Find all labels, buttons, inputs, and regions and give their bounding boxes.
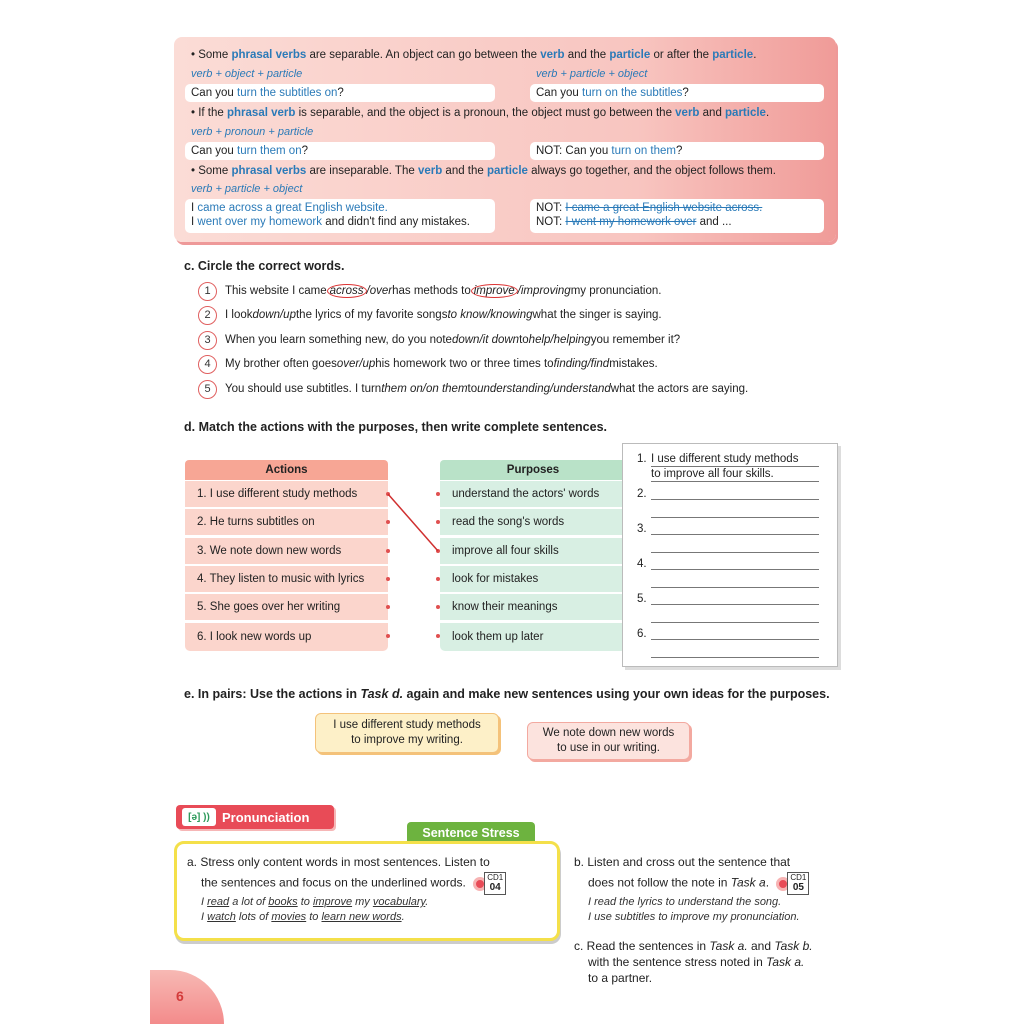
option[interactable]: down/it down <box>451 334 520 346</box>
term: particle <box>725 107 766 119</box>
text: my <box>352 896 373 908</box>
text: is separable, and the object is a pronoun, the object must go between the <box>295 107 676 119</box>
text: NOT: <box>536 202 566 214</box>
text: Task a <box>730 875 766 890</box>
text: . <box>753 49 757 61</box>
bubble-line: We note down new words <box>542 727 675 739</box>
speech-bubble-1 <box>315 713 499 753</box>
text: I <box>191 216 198 228</box>
text: my homework <box>247 216 323 228</box>
pronunciation-badge <box>176 805 334 829</box>
actions-header: Actions <box>185 460 388 480</box>
formula-2: verb + pronoun + particle <box>191 126 314 138</box>
text: . <box>425 896 429 908</box>
text: always go together, and the object follows them. <box>527 165 776 177</box>
exercise-c-5 <box>198 379 748 399</box>
text: to <box>467 383 478 395</box>
cd-label <box>484 872 506 895</box>
term: came across <box>197 202 263 214</box>
text: his homework two or three times to <box>375 358 554 370</box>
text: I look <box>225 309 253 321</box>
option[interactable]: /over <box>366 285 393 297</box>
text: again and make new sentences using your own ideas for the purposes. <box>403 687 830 701</box>
number-badge: 3 <box>198 331 217 350</box>
text: When you learn something new, do you note <box>225 334 452 346</box>
text: Task d. <box>360 687 404 701</box>
purpose-2[interactable]: read the song's words <box>440 509 626 535</box>
formula-1b: verb + particle + object <box>536 68 648 80</box>
audio-track-icon[interactable] <box>473 872 506 895</box>
stressed-word: watch <box>207 911 236 923</box>
option[interactable]: to know/knowing <box>447 309 533 321</box>
text: are separable. An object can go between the <box>306 49 541 61</box>
text: c. Read the sentences in <box>574 939 710 953</box>
cd-num: 04 <box>489 882 501 893</box>
text: my pronunciation. <box>570 285 662 297</box>
example-3a <box>185 199 495 233</box>
text: what the actors are saying. <box>610 383 749 395</box>
text: you remember it? <box>590 334 681 346</box>
match-dot[interactable] <box>436 492 440 496</box>
text: has methods to <box>392 285 471 297</box>
stressed-word: improve <box>312 896 353 908</box>
text: and <box>747 939 775 953</box>
text: mistakes. <box>609 358 658 370</box>
text: to <box>297 896 313 908</box>
answer-6-line2[interactable] <box>651 644 819 658</box>
match-dot[interactable] <box>436 549 440 553</box>
task-b-sentence-2[interactable]: I use subtitles to improve my pronunciation. <box>588 911 800 923</box>
struck-text: I came a great English website across. <box>565 202 763 214</box>
text: • If the <box>191 107 227 119</box>
option[interactable]: over/up <box>336 358 376 370</box>
example-3b-line1 <box>536 201 818 215</box>
example-3b <box>530 199 824 233</box>
action-2[interactable]: 2. He turns subtitles on <box>185 509 388 535</box>
term: verb <box>417 165 443 177</box>
option[interactable]: finding/find <box>553 358 610 370</box>
match-dot[interactable] <box>436 634 440 638</box>
answer-1-line2[interactable]: to improve all four skills. <box>651 468 819 482</box>
cd-top: CD1 <box>487 873 504 882</box>
text: ? <box>301 145 309 157</box>
term: turn them on <box>237 145 302 157</box>
section-e-title <box>184 687 830 701</box>
text: Can you <box>191 145 238 157</box>
text: NOT: Can you <box>536 145 612 157</box>
text: a lot of <box>229 896 269 908</box>
term: verb <box>540 49 565 61</box>
answer-3-line2[interactable] <box>651 539 819 553</box>
text: or after the <box>650 49 713 61</box>
formula-3: verb + particle + object <box>191 183 303 195</box>
answer-num: 2. <box>637 488 647 500</box>
text: . <box>401 911 405 923</box>
text: and the <box>564 49 610 61</box>
bubble-text <box>333 718 480 748</box>
term: phrasal verbs <box>231 49 307 61</box>
answer-num: 3. <box>637 523 647 535</box>
exercise-c-4 <box>198 354 658 374</box>
circled-answer[interactable]: across <box>327 284 367 298</box>
page-corner-decoration <box>150 970 224 1024</box>
answer-num: 6. <box>637 628 647 640</box>
cd-top: CD1 <box>790 873 807 882</box>
term: particle <box>487 165 528 177</box>
purpose-1[interactable]: understand the actors' words <box>440 481 626 507</box>
answer-1-line1[interactable]: I use different study methods <box>651 453 819 467</box>
sentence-stress-tab: Sentence Stress <box>407 822 535 844</box>
purpose-4[interactable]: look for mistakes <box>440 566 626 592</box>
speaker-icon: [ə] )) <box>182 808 216 826</box>
cd-num: 05 <box>792 882 804 893</box>
purposes-header: Purposes <box>440 460 626 480</box>
match-line <box>388 494 438 551</box>
grammar-rule-1 <box>191 49 756 61</box>
text: e. In pairs: Use the actions in <box>184 687 361 701</box>
exercise-c-2 <box>198 305 662 325</box>
text: ? <box>676 145 683 157</box>
answer-num: 5. <box>637 593 647 605</box>
answer-3-line1[interactable] <box>651 521 819 535</box>
text: are inseparable. The <box>306 165 418 177</box>
example-2b <box>530 142 824 160</box>
text: I <box>201 896 208 908</box>
stressed-word: movies <box>271 911 307 923</box>
text: ? <box>337 87 344 99</box>
answer-2-line2[interactable] <box>651 504 819 518</box>
action-1[interactable]: 1. I use different study methods <box>185 481 388 507</box>
action-5[interactable]: 5. She goes over her writing <box>185 594 388 620</box>
text: Can you <box>536 87 583 99</box>
option[interactable]: understanding/understand <box>477 383 611 395</box>
text: I <box>201 911 208 923</box>
text: . <box>765 875 770 890</box>
example-sentence-1 <box>201 896 428 908</box>
text: • Some <box>191 165 232 177</box>
example-1b <box>530 84 824 102</box>
answer-2-line1[interactable] <box>651 486 819 500</box>
match-dot[interactable] <box>386 549 390 553</box>
number-badge: 5 <box>198 380 217 399</box>
circled-answer[interactable]: improve <box>471 284 518 298</box>
answer-4-line2[interactable] <box>651 574 819 588</box>
task-c-line2 <box>588 955 804 969</box>
text: Task a. <box>766 955 805 969</box>
text: You should use subtitles. I turn <box>225 383 382 395</box>
match-dot[interactable] <box>386 634 390 638</box>
purpose-3[interactable]: improve all four skills <box>440 538 626 564</box>
text: and <box>699 107 726 119</box>
task-c-line3: to a partner. <box>588 971 653 985</box>
bubble-line: to improve my writing. <box>351 734 463 746</box>
stressed-word: books <box>268 896 298 908</box>
match-dot[interactable] <box>436 577 440 581</box>
term: phrasal verbs <box>231 165 307 177</box>
text: with the sentence stress noted in <box>588 955 767 969</box>
match-dot[interactable] <box>386 577 390 581</box>
text: the lyrics of my favorite songs <box>295 309 448 321</box>
term: phrasal verb <box>227 107 296 119</box>
purpose-5[interactable]: know their meanings <box>440 594 626 620</box>
section-c-title: c. Circle the correct words. <box>184 259 345 273</box>
text: does not follow the note in <box>588 875 731 890</box>
stressed-word: read <box>207 896 230 908</box>
term: went over <box>197 216 248 228</box>
text: NOT: <box>536 216 566 228</box>
text: ? <box>682 87 689 99</box>
task-c-line1 <box>574 939 813 953</box>
bubble-line: to use in our writing. <box>557 742 660 754</box>
answer-4-line1[interactable] <box>651 556 819 570</box>
example-sentence-2 <box>201 911 405 923</box>
number-badge: 4 <box>198 355 217 374</box>
page-number: 6 <box>176 988 184 1004</box>
answer-num: 1. <box>637 453 647 465</box>
pronunciation-title: Pronunciation <box>222 809 310 825</box>
task-a-line1: a. Stress only content words in most sentences. Listen to <box>187 855 490 869</box>
answer-5-line2[interactable] <box>651 609 819 623</box>
number-badge: 1 <box>198 282 217 301</box>
action-4[interactable]: 4. They listen to music with lyrics <box>185 566 388 592</box>
struck-text: I went my homework over <box>565 216 697 228</box>
number-badge: 2 <box>198 306 217 325</box>
term: verb <box>675 107 700 119</box>
action-6[interactable]: 6. I look new words up <box>185 623 388 651</box>
task-a-line2 <box>201 872 506 895</box>
match-dot[interactable] <box>436 520 440 524</box>
example-3b-line2 <box>536 215 818 229</box>
match-dot[interactable] <box>386 492 390 496</box>
grammar-rule-2 <box>191 107 769 119</box>
example-1a <box>185 84 495 102</box>
bubble-text <box>543 726 674 756</box>
option[interactable]: help/helping <box>528 334 591 346</box>
section-d-title: d. Match the actions with the purposes, then write complete sentences. <box>184 420 607 434</box>
text: . <box>765 107 770 119</box>
example-3a-line1 <box>191 201 489 215</box>
task-b-line2 <box>588 872 809 895</box>
term: particle <box>609 49 651 61</box>
task-b-sentence-1[interactable]: I read the lyrics to understand the song. <box>588 896 782 908</box>
action-3[interactable]: 3. We note down new words <box>185 538 388 564</box>
term: turn on the subtitles <box>582 87 683 99</box>
stressed-word: learn new words <box>321 911 402 923</box>
text: to <box>519 334 529 346</box>
audio-track-icon[interactable] <box>776 872 809 895</box>
text: what the singer is saying. <box>532 309 662 321</box>
option[interactable]: /improving <box>517 285 571 297</box>
match-dot[interactable] <box>436 605 440 609</box>
text: Can you <box>191 87 238 99</box>
term: particle <box>712 49 754 61</box>
text: to <box>306 911 322 923</box>
text: lots of <box>235 911 272 923</box>
text: My brother often goes <box>225 358 337 370</box>
text: and the <box>442 165 487 177</box>
term: turn the subtitles on <box>237 87 338 99</box>
text: Task b. <box>774 939 813 953</box>
match-dot[interactable] <box>386 605 390 609</box>
grammar-box <box>174 37 836 242</box>
speech-bubble-2 <box>527 722 690 760</box>
answer-6-line1[interactable] <box>651 626 819 640</box>
text: This website I came <box>225 285 327 297</box>
text: Task a. <box>709 939 748 953</box>
purpose-6[interactable]: look them up later <box>440 623 626 651</box>
text: I <box>191 202 198 214</box>
formula-1a: verb + object + particle <box>191 68 303 80</box>
answer-sheet <box>622 443 838 667</box>
text: the sentences and focus on the underlined words. <box>201 875 466 890</box>
grammar-rule-3 <box>191 165 776 177</box>
example-3a-line2 <box>191 215 489 229</box>
task-b-line1: b. Listen and cross out the sentence that <box>574 855 791 869</box>
exercise-c-1 <box>198 281 661 301</box>
answer-5-line1[interactable] <box>651 591 819 605</box>
option[interactable]: down/up <box>252 309 296 321</box>
bubble-line: I use different study methods <box>333 719 481 731</box>
text: and didn't find any mistakes. <box>322 216 470 228</box>
option[interactable]: them on/on them <box>381 383 468 395</box>
example-2a <box>185 142 495 160</box>
term: turn on them <box>611 145 676 157</box>
exercise-c-3 <box>198 330 680 350</box>
text: and ... <box>696 216 732 228</box>
cd-label <box>787 872 809 895</box>
match-dot[interactable] <box>386 520 390 524</box>
answer-num: 4. <box>637 558 647 570</box>
text: • Some <box>191 49 232 61</box>
text: a great English website. <box>262 202 388 214</box>
stressed-word: vocabulary <box>372 896 426 908</box>
